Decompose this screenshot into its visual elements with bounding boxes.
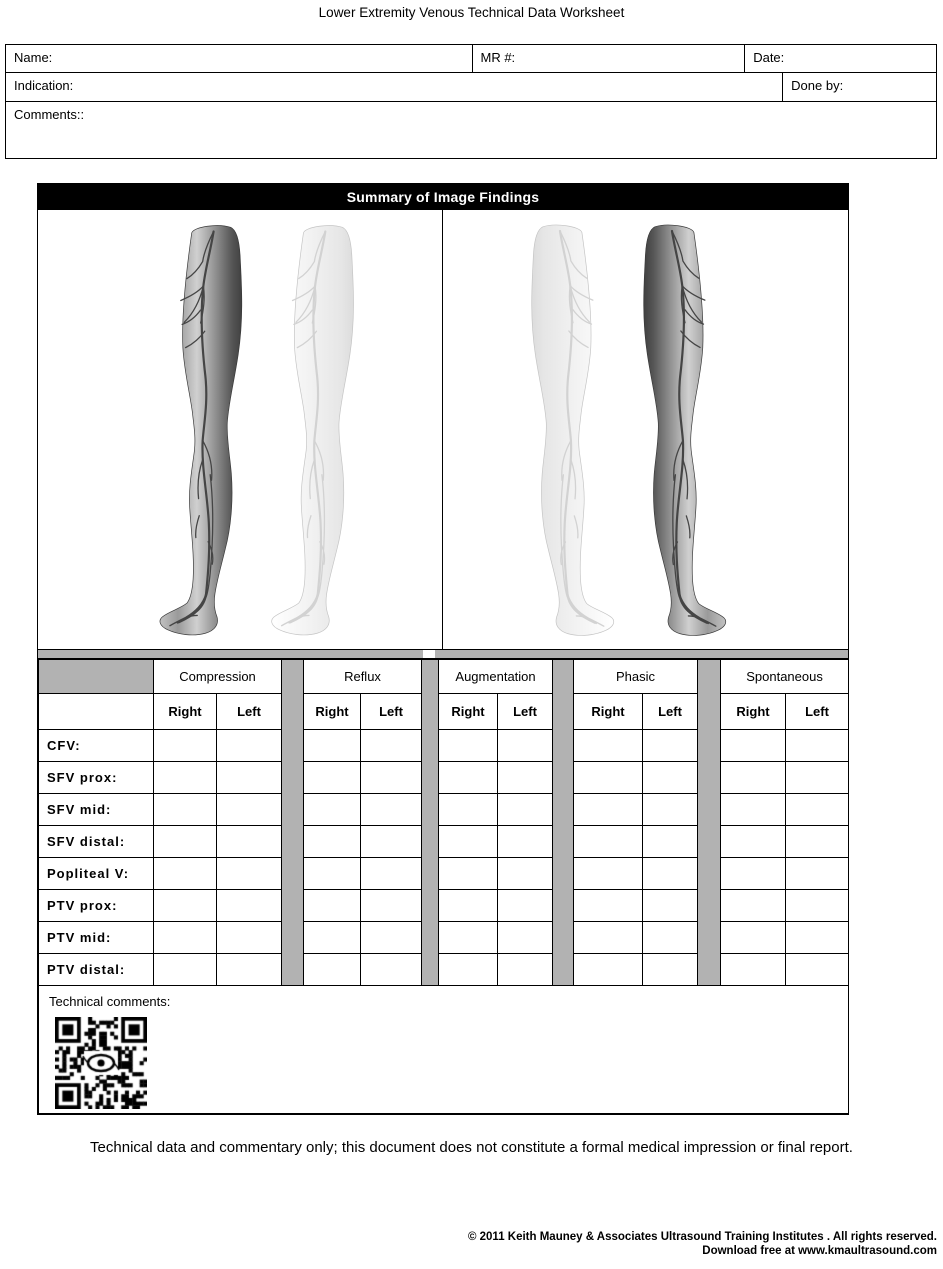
finding-cell[interactable]	[721, 730, 786, 762]
finding-cell[interactable]	[721, 858, 786, 890]
finding-cell[interactable]	[643, 794, 698, 826]
group-header-augmentation: Augmentation	[439, 660, 553, 694]
group-header-reflux: Reflux	[304, 660, 422, 694]
summary-header: Summary of Image Findings	[38, 184, 848, 210]
finding-cell[interactable]	[154, 954, 217, 986]
done-by-field[interactable]	[782, 72, 937, 102]
finding-cell[interactable]	[361, 922, 422, 954]
finding-cell[interactable]	[643, 954, 698, 986]
leg-diagram-right-panel	[442, 210, 848, 649]
spacer-column	[698, 660, 721, 986]
finding-cell[interactable]	[721, 762, 786, 794]
side-header-left: Left	[786, 694, 849, 730]
finding-cell[interactable]	[786, 858, 849, 890]
finding-cell[interactable]	[361, 826, 422, 858]
leg-diagram-left-panel	[38, 210, 442, 649]
finding-cell[interactable]	[574, 954, 643, 986]
date-label: Date:	[753, 50, 785, 65]
finding-cell[interactable]	[217, 890, 282, 922]
row-label-sfv-mid: SFV mid:	[39, 794, 154, 826]
finding-cell[interactable]	[574, 762, 643, 794]
finding-cell[interactable]	[154, 826, 217, 858]
finding-cell[interactable]	[498, 826, 553, 858]
finding-cell[interactable]	[439, 826, 498, 858]
finding-cell[interactable]	[574, 858, 643, 890]
finding-cell[interactable]	[304, 890, 361, 922]
finding-cell[interactable]	[498, 794, 553, 826]
finding-cell[interactable]	[643, 826, 698, 858]
patient-info-form	[5, 45, 937, 159]
finding-cell[interactable]	[439, 858, 498, 890]
finding-cell[interactable]	[304, 762, 361, 794]
finding-cell[interactable]	[786, 954, 849, 986]
name-label: Name:	[14, 50, 53, 65]
finding-cell[interactable]	[217, 826, 282, 858]
row-label-popliteal: Popliteal V:	[39, 858, 154, 890]
finding-cell[interactable]	[721, 890, 786, 922]
finding-cell[interactable]	[304, 954, 361, 986]
side-header-right: Right	[154, 694, 217, 730]
side-header-right: Right	[304, 694, 361, 730]
side-header-left: Left	[498, 694, 553, 730]
done-by-label: Done by:	[791, 78, 844, 93]
row-label-sfv-prox: SFV prox:	[39, 762, 154, 794]
finding-cell[interactable]	[574, 794, 643, 826]
copyright-block	[468, 1230, 937, 1258]
finding-cell[interactable]	[786, 794, 849, 826]
row-label-ptv-distal: PTV distal:	[39, 954, 154, 986]
mr-number-label: MR #:	[480, 50, 516, 65]
finding-cell[interactable]	[498, 730, 553, 762]
finding-cell[interactable]	[643, 730, 698, 762]
finding-cell[interactable]	[217, 762, 282, 794]
finding-cell[interactable]	[217, 794, 282, 826]
finding-cell[interactable]	[439, 730, 498, 762]
row-label-cfv: CFV:	[39, 730, 154, 762]
finding-cell[interactable]	[361, 730, 422, 762]
indication-label: Indication:	[14, 78, 74, 93]
leg-diagrams	[38, 210, 848, 650]
spacer-column	[553, 660, 574, 986]
finding-cell[interactable]	[498, 890, 553, 922]
finding-cell[interactable]	[498, 858, 553, 890]
finding-cell[interactable]	[361, 858, 422, 890]
spacer-column	[422, 660, 439, 986]
finding-cell[interactable]	[217, 922, 282, 954]
side-header-left: Left	[643, 694, 698, 730]
finding-cell[interactable]	[361, 954, 422, 986]
finding-cell[interactable]	[498, 922, 553, 954]
page-title: Lower Extremity Venous Technical Data Worksheet	[318, 5, 625, 20]
finding-cell[interactable]	[643, 922, 698, 954]
finding-cell[interactable]	[154, 794, 217, 826]
spacer-column	[282, 660, 304, 986]
finding-cell[interactable]	[439, 890, 498, 922]
finding-cell[interactable]	[304, 794, 361, 826]
row-label-blank-cell	[39, 694, 154, 730]
comments-label: Comments::	[14, 107, 85, 122]
finding-cell[interactable]	[154, 858, 217, 890]
qr-code	[55, 1017, 147, 1109]
finding-cell[interactable]	[643, 890, 698, 922]
side-header-right: Right	[721, 694, 786, 730]
finding-cell[interactable]	[721, 826, 786, 858]
summary-section	[37, 183, 849, 1115]
finding-cell[interactable]	[154, 762, 217, 794]
copyright-line1: © 2011 Keith Mauney & Associates Ultrasound Training Institutes . All rights reserved.	[467, 1231, 937, 1243]
finding-cell[interactable]	[643, 762, 698, 794]
row-label-ptv-mid: PTV mid:	[39, 922, 154, 954]
finding-cell[interactable]	[498, 954, 553, 986]
finding-cell[interactable]	[361, 794, 422, 826]
finding-cell[interactable]	[304, 922, 361, 954]
row-label-ptv-prox: PTV prox:	[39, 890, 154, 922]
side-header-left: Left	[217, 694, 282, 730]
finding-cell[interactable]	[786, 922, 849, 954]
finding-cell[interactable]	[786, 762, 849, 794]
gray-separator-strip	[38, 650, 848, 659]
technical-comments-field[interactable]	[39, 986, 849, 1114]
finding-cell[interactable]	[574, 730, 643, 762]
finding-cell[interactable]	[304, 826, 361, 858]
mr-number-field[interactable]	[472, 44, 746, 73]
finding-cell[interactable]	[154, 730, 217, 762]
finding-cell[interactable]	[217, 730, 282, 762]
finding-cell[interactable]	[439, 762, 498, 794]
finding-cell[interactable]	[439, 794, 498, 826]
finding-cell[interactable]	[786, 730, 849, 762]
indication-field[interactable]	[5, 72, 783, 102]
disclaimer-text: Technical data and commentary only; this document does not constitute a formal medical impression or final report.	[90, 1139, 853, 1156]
finding-cell[interactable]	[498, 762, 553, 794]
finding-cell[interactable]	[574, 826, 643, 858]
finding-cell[interactable]	[439, 954, 498, 986]
group-header-phasic: Phasic	[574, 660, 698, 694]
finding-cell[interactable]	[574, 890, 643, 922]
copyright-line2: Download free at www.kmaultrasound.com	[702, 1245, 937, 1257]
side-header-left: Left	[361, 694, 422, 730]
row-label-sfv-distal: SFV distal:	[39, 826, 154, 858]
finding-cell[interactable]	[361, 890, 422, 922]
finding-cell[interactable]	[439, 922, 498, 954]
findings-table	[38, 659, 849, 1114]
name-field[interactable]	[5, 44, 473, 73]
finding-cell[interactable]	[721, 794, 786, 826]
comments-field[interactable]	[5, 101, 937, 159]
finding-cell[interactable]	[721, 922, 786, 954]
finding-cell[interactable]	[154, 890, 217, 922]
finding-cell[interactable]	[721, 954, 786, 986]
finding-cell[interactable]	[361, 762, 422, 794]
technical-comments-label: Technical comments:	[49, 994, 171, 1009]
finding-cell[interactable]	[304, 858, 361, 890]
finding-cell[interactable]	[154, 922, 217, 954]
row-label-header-cell	[39, 660, 154, 694]
finding-cell[interactable]	[574, 922, 643, 954]
finding-cell[interactable]	[217, 954, 282, 986]
side-header-right: Right	[574, 694, 643, 730]
group-header-compression: Compression	[154, 660, 282, 694]
finding-cell[interactable]	[304, 730, 361, 762]
side-header-right: Right	[439, 694, 498, 730]
finding-cell[interactable]	[643, 858, 698, 890]
finding-cell[interactable]	[786, 890, 849, 922]
group-header-spontaneous: Spontaneous	[721, 660, 849, 694]
finding-cell[interactable]	[786, 826, 849, 858]
finding-cell[interactable]	[217, 858, 282, 890]
date-field[interactable]	[744, 44, 937, 73]
